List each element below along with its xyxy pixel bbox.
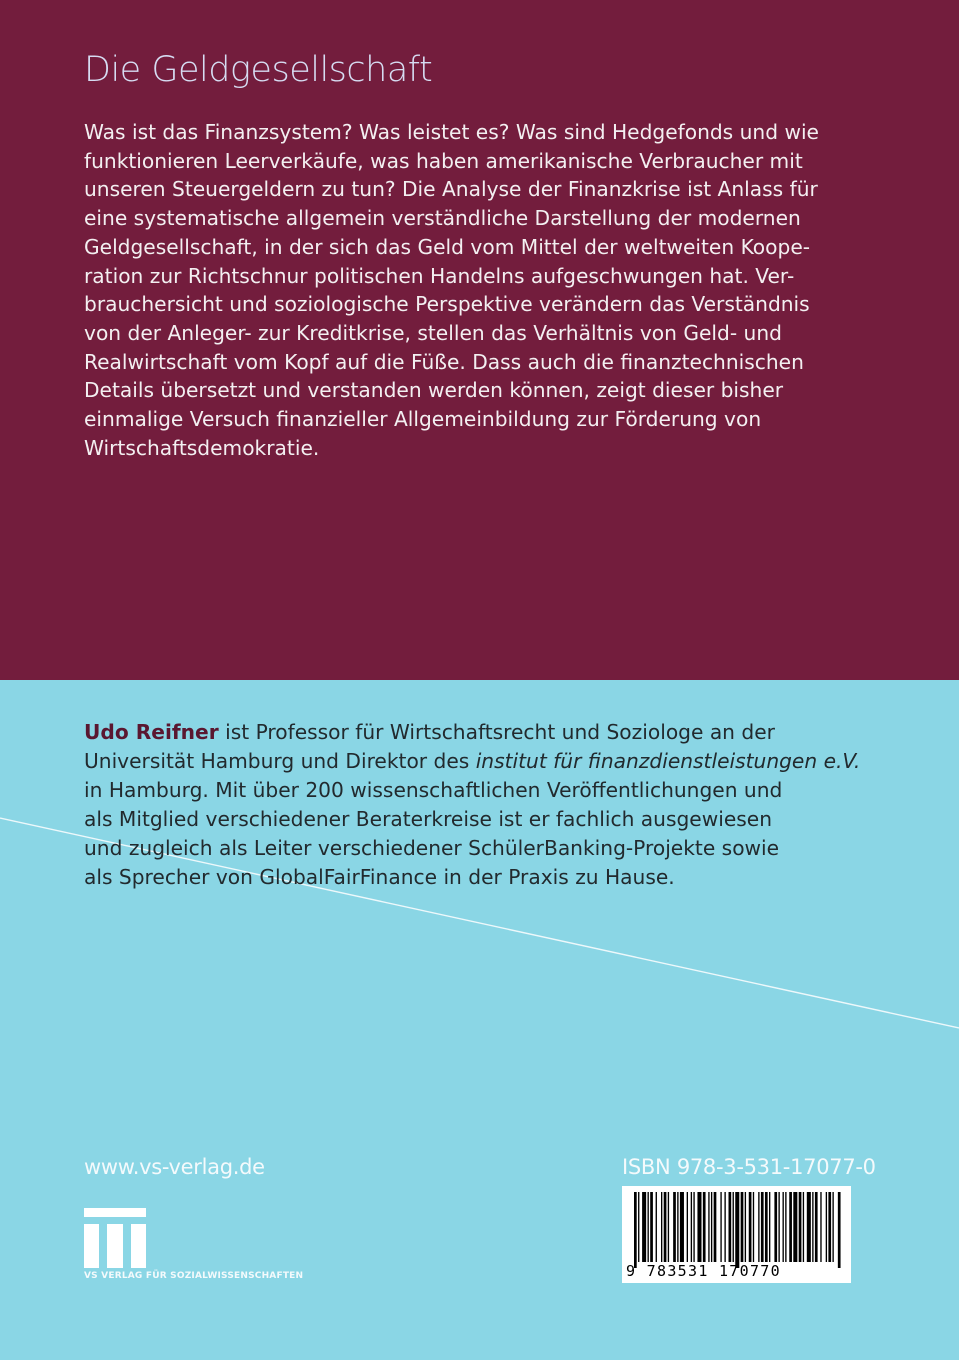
barcode-bar [774,1192,777,1262]
blurb-line: einmalige Versuch finanzieller Allgemeinbildung zur Förderung von [84,407,762,432]
barcode-bar [729,1192,732,1262]
blurb-line: Details übersetzt und verstanden werden können, zeigt dieser bisher [84,378,784,403]
barcode-bar [677,1192,678,1262]
barcode-bar [720,1192,721,1262]
barcode-bar [765,1192,768,1262]
barcode-bar [711,1192,712,1262]
barcode-bar [741,1192,744,1262]
barcode-digits: 9 783531 170770 [626,1262,781,1280]
barcode-bar [761,1192,764,1262]
barcode-bar [799,1192,802,1262]
blurb-line: Wirtschaftsdemokratie. [84,435,320,460]
barcode-bar [826,1192,827,1262]
barcode-bar [642,1192,646,1262]
barcode-bar [789,1192,792,1262]
barcode-bar [807,1192,811,1262]
barcode-bar [661,1192,662,1262]
blurb-text [84,118,824,462]
barcode-bar [733,1192,734,1262]
barcode-bar [664,1192,667,1262]
barcode-bar [749,1192,752,1262]
barcode-bar [724,1192,725,1262]
bio-line: in Hamburg. Mit über 200 wissenschaftlichen Veröffentlichungen und [84,778,783,802]
blurb-line: von der Anleger- zur Kreditkrise, stellen das Verhältnis von Geld- und [84,320,782,345]
barcode-bar [697,1192,701,1262]
barcode-bar [783,1192,784,1262]
bio-text: ist Professor für Wirtschaftsrecht und Soziologe an der [218,720,775,744]
bio-line [84,747,884,776]
bio-line: als Mitglied verschiedener Beraterkreise ist er fachlich ausgewiesen [84,807,773,831]
barcode-bar [714,1192,717,1262]
barcode-bar [634,1192,637,1268]
barcode-bar [832,1192,833,1262]
barcode-bar [769,1192,770,1262]
barcode-bar [735,1192,739,1268]
blurb-line: ration zur Richtschnur politischen Handelns aufgeschwungen hat. Ver- [84,263,795,288]
barcode-bar [656,1192,657,1262]
barcode-bar [838,1192,841,1268]
barcode-bar [638,1192,639,1262]
publisher-logo-icon [84,1208,146,1268]
barcode-bar [691,1192,692,1262]
blurb-line: Was ist das Finanzsystem? Was leistet es? Was sind Hedgefonds und wie [84,120,819,144]
barcode-bar [687,1192,688,1262]
barcode-bar [753,1192,754,1262]
barcode-bar [703,1192,706,1262]
blurb-line: Realwirtschaft vom Kopf auf die Füße. Dass auch die finanztechnischen [84,349,804,374]
barcode-bar [708,1192,709,1262]
blurb-line: eine systematische allgemein verständliche Darstellung der modernen [84,206,801,231]
barcode-bar [673,1192,676,1262]
bio-line: und zugleich als Leiter verschiedener SchülerBanking-Projekte sowie [84,836,780,860]
barcode-bar [785,1192,786,1262]
institute-name: institut für finanzdienstleistungen e.V. [475,749,861,773]
barcode-bar [680,1192,684,1262]
book-title: Die Geldgesellschaft [84,50,433,90]
author-bio [84,718,884,892]
bio-text: Universität Hamburg und Direktor des [84,749,476,773]
author-name: Udo Reifner [84,720,219,744]
barcode-bar [758,1192,759,1262]
barcode-bar [812,1192,813,1262]
blurb-line: Geldgesellschaft, in der sich das Geld vom Mittel der weltweiten Koope- [84,234,811,259]
barcode-bar [803,1192,804,1262]
blurb-line: unseren Steuergeldern zu tun? Die Analyse der Finanzkrise ist Anlass für [84,177,818,202]
barcode-bar [650,1192,653,1262]
barcode-bar [815,1192,818,1262]
bio-line [84,718,884,747]
isbn-label: ISBN 978-3-531-17077-0 [622,1155,876,1179]
barcode-bar [668,1192,669,1262]
bio-line: als Sprecher von GlobalFairFinance in der Praxis zu Hause. [84,865,675,889]
barcode-bar [693,1192,694,1262]
barcode-bar [778,1192,779,1262]
barcode-bar [745,1192,746,1262]
barcode-bar [820,1192,821,1262]
blurb-line: funktionieren Leerverkäufe, was haben amerikanische Verbraucher mit [84,148,803,173]
publisher-name: VS VERLAG FÜR SOZIALWISSENSCHAFTEN [84,1271,304,1281]
barcode-bar [648,1192,649,1262]
blurb-line: brauchersicht und soziologische Perspektive verändern das Verständnis [84,292,810,317]
publisher-url[interactable]: www.vs-verlag.de [84,1155,265,1179]
barcode-bar [828,1192,831,1262]
barcode-bar [793,1192,797,1262]
barcode [622,1186,851,1283]
